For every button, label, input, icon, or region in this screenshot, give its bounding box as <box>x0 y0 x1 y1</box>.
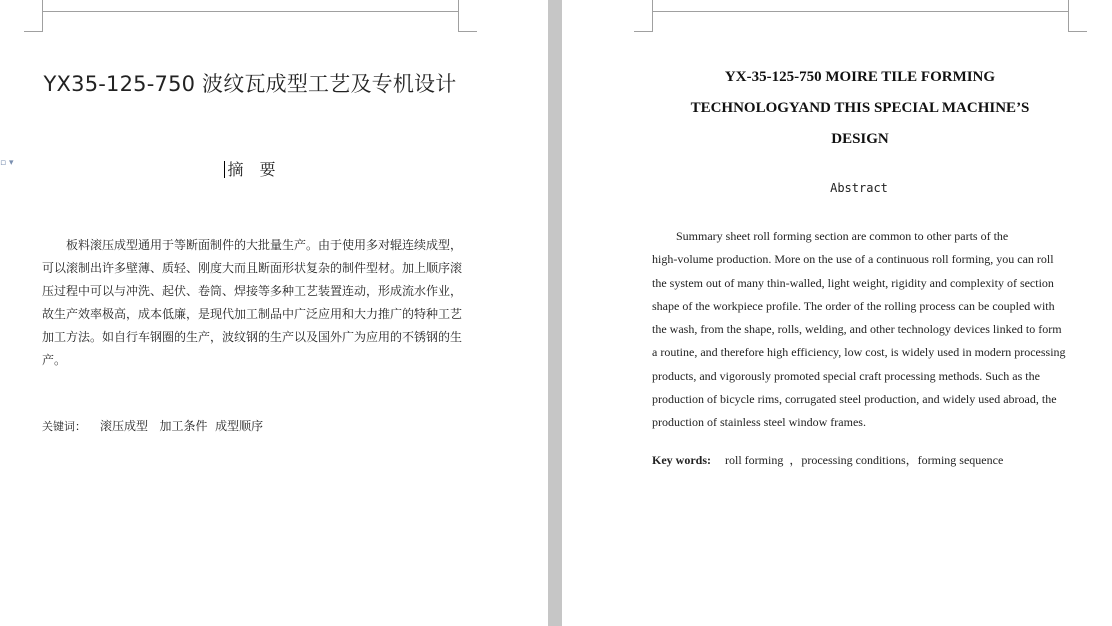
keywords-value: 滚压成型 加工条件 成型顺序 <box>100 419 264 433</box>
abstract-line: 故生产效率极高，成本低廉，是现代加工制品中广泛应用和大力推广的特种工艺 <box>42 307 463 321</box>
margin-corner-mark-icon <box>24 0 43 32</box>
abstract-heading-char-1: 摘 <box>227 160 244 179</box>
abstract-heading-english: Abstract <box>830 181 888 195</box>
abstract-line: production of stainless steel window frames. <box>652 415 866 430</box>
document-title-english <box>562 62 1112 155</box>
keywords-value: roll forming ，processing conditions，forming sequence <box>725 453 1004 467</box>
keywords-label: Key words: <box>652 453 711 467</box>
document-title-chinese: YX35-125-750 波纹瓦成型工艺及专机设计 <box>43 72 457 96</box>
document-page-left <box>0 0 548 626</box>
abstract-line: 产。 <box>42 353 67 367</box>
abstract-heading-char-2: 要 <box>259 160 276 179</box>
title-line: TECHNOLOGYAND THIS SPECIAL MACHINE’S <box>690 100 1030 116</box>
keywords-label: 关键词： <box>42 420 86 433</box>
header-margin-line <box>652 11 1068 12</box>
abstract-heading-chinese <box>0 157 500 180</box>
abstract-line: products, and vigorously promoted special craft processing methods. Such as the <box>652 368 1040 383</box>
margin-corner-mark-icon <box>458 0 477 32</box>
keywords-chinese <box>42 417 482 434</box>
abstract-line: high-volume production. More on the use of a continuous roll forming, you can roll <box>652 252 1054 267</box>
margin-corner-mark-icon <box>634 0 653 32</box>
margin-corner-mark-icon <box>1068 0 1087 32</box>
text-cursor <box>224 161 225 178</box>
page-gutter <box>548 0 562 626</box>
abstract-line: 可以滚制出许多壁薄、质轻、刚度大而且断面形状复杂的制件型材。加上顺序滚 <box>42 261 463 275</box>
header-margin-line <box>42 11 458 12</box>
abstract-line: the system out of many thin-walled, light weight, rigidity and complexity of section <box>652 275 1054 290</box>
keywords-english <box>652 451 1092 468</box>
document-page-right <box>562 0 1112 626</box>
abstract-line: Summary sheet roll forming section are common to other parts of the <box>676 229 1009 243</box>
abstract-line: 加工方法。如自行车钢圈的生产，波纹钢的生产以及国外广为应用的不锈钢的生 <box>42 330 463 344</box>
abstract-line: shape of the workpiece profile. The order of the rolling process can be coupled with <box>652 298 1055 313</box>
abstract-body-english[interactable] <box>652 225 1072 435</box>
title-line: YX-35-125-750 MOIRE TILE FORMING <box>724 69 996 85</box>
paragraph-marker-icon[interactable]: ▫ ▾ <box>0 158 14 168</box>
abstract-body-chinese[interactable] <box>42 234 462 372</box>
abstract-line: the wash, from the shape, rolls, welding, and other technology devices linked to form <box>652 322 1062 337</box>
title-line: DESIGN <box>831 131 889 147</box>
abstract-line: 板料滚压成型通用于等断面制件的大批量生产。由于使用多对辊连续成型， <box>66 238 463 252</box>
abstract-line: 压过程中可以与冲洗、起伏、卷筒、焊接等多种工艺装置连动，形成流水作业， <box>42 284 463 298</box>
abstract-line: production of bicycle rims, corrugated steel production, and widely used abroad, the <box>652 392 1057 407</box>
abstract-line: a routine, and therefore high efficiency, low cost, is widely used in modern processing <box>652 345 1066 360</box>
